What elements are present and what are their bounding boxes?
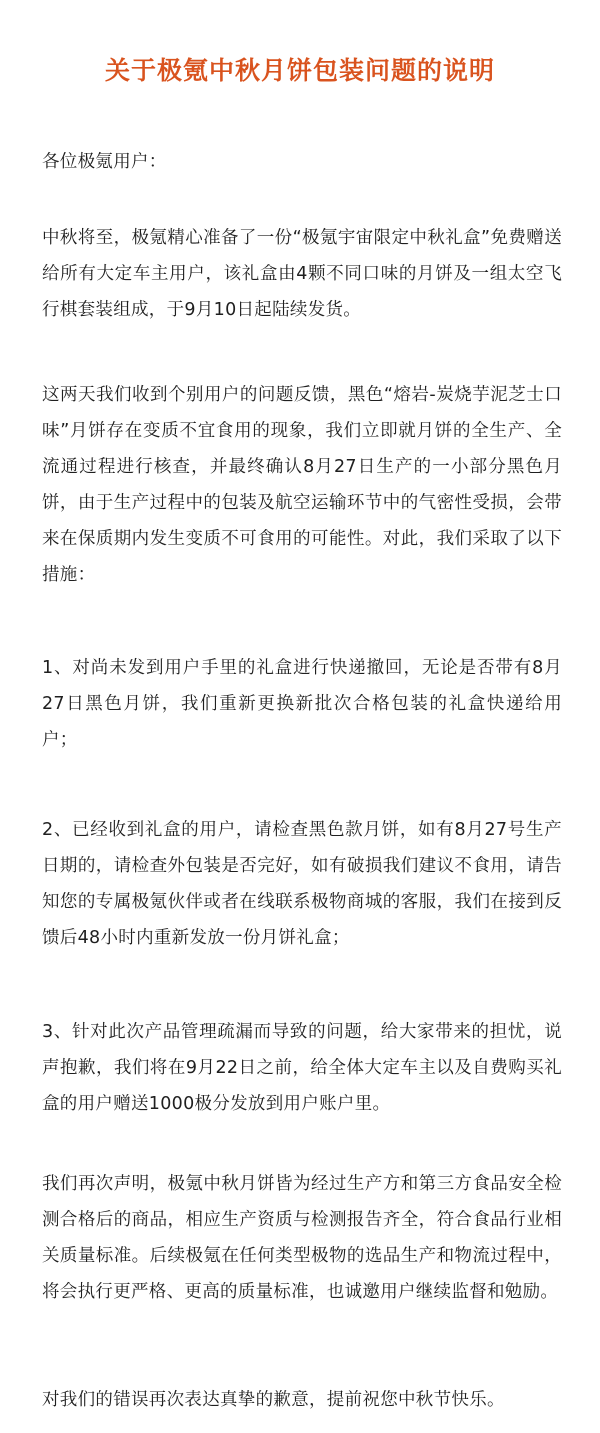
paragraph-statement: 我们再次声明，极氪中秋月饼皆为经过生产方和第三方食品安全检测合格后的商品，相应生产资质与检测报告齐全，符合食品行业相关质量标准。后续极氪在任何类型极物的选品生产和物流过程中，将会执行更严格、更高的质量标准，也诚邀用户继续监督和勉励。 bbox=[42, 1174, 562, 1302]
paragraph-measure-2: 2、已经收到礼盒的用户，请检查黑色款月饼，如有8月27号生产日期的，请检查外包装是否完好，如有破损我们建议不食用，请告知您的专属极氪伙伴或者在线联系极物商城的客服，我们在接到反馈后48小时内重新发放一份月饼礼盒； bbox=[42, 820, 562, 948]
paragraph-closing: 对我们的错误再次表达真挚的歉意，提前祝您中秋节快乐。 bbox=[42, 1390, 505, 1410]
paragraph-issue: 这两天我们收到个别用户的问题反馈，黑色“熔岩-炭烧芋泥芝士口味”月饼存在变质不宜食用的现象，我们立即就月饼的全生产、全流通过程进行核查，并最终确认8月27日生产的一小部分黑色月饼，由于生产过程中的包装及航空运输环节中的气密性受损，会带来在保质期内发生变质不可食用的可能性。对此，我们采取了以下措施： bbox=[42, 385, 562, 585]
notice-title: 关于极氪中秋月饼包装问题的说明 bbox=[104, 56, 495, 85]
paragraph-measure-1: 1、对尚未发到用户手里的礼盒进行快递撤回，无论是否带有8月27日黑色月饼，我们重新更换新批次合格包装的礼盒快递给用户； bbox=[42, 658, 562, 750]
salutation: 各位极氪用户： bbox=[42, 152, 167, 172]
paragraph-measure-3: 3、针对此次产品管理疏漏而导致的问题，给大家带来的担忧，说声抱歉，我们将在9月22日之前，给全体大定车主以及自费购买礼盒的用户赠送1000极分发放到用户账户里。 bbox=[42, 1022, 562, 1114]
paragraph-intro: 中秋将至，极氪精心准备了一份“极氪宇宙限定中秋礼盒”免费赠送给所有大定车主用户，该礼盒由4颗不同口味的月饼及一组太空飞行棋套装组成，于9月10日起陆续发货。 bbox=[42, 228, 562, 320]
